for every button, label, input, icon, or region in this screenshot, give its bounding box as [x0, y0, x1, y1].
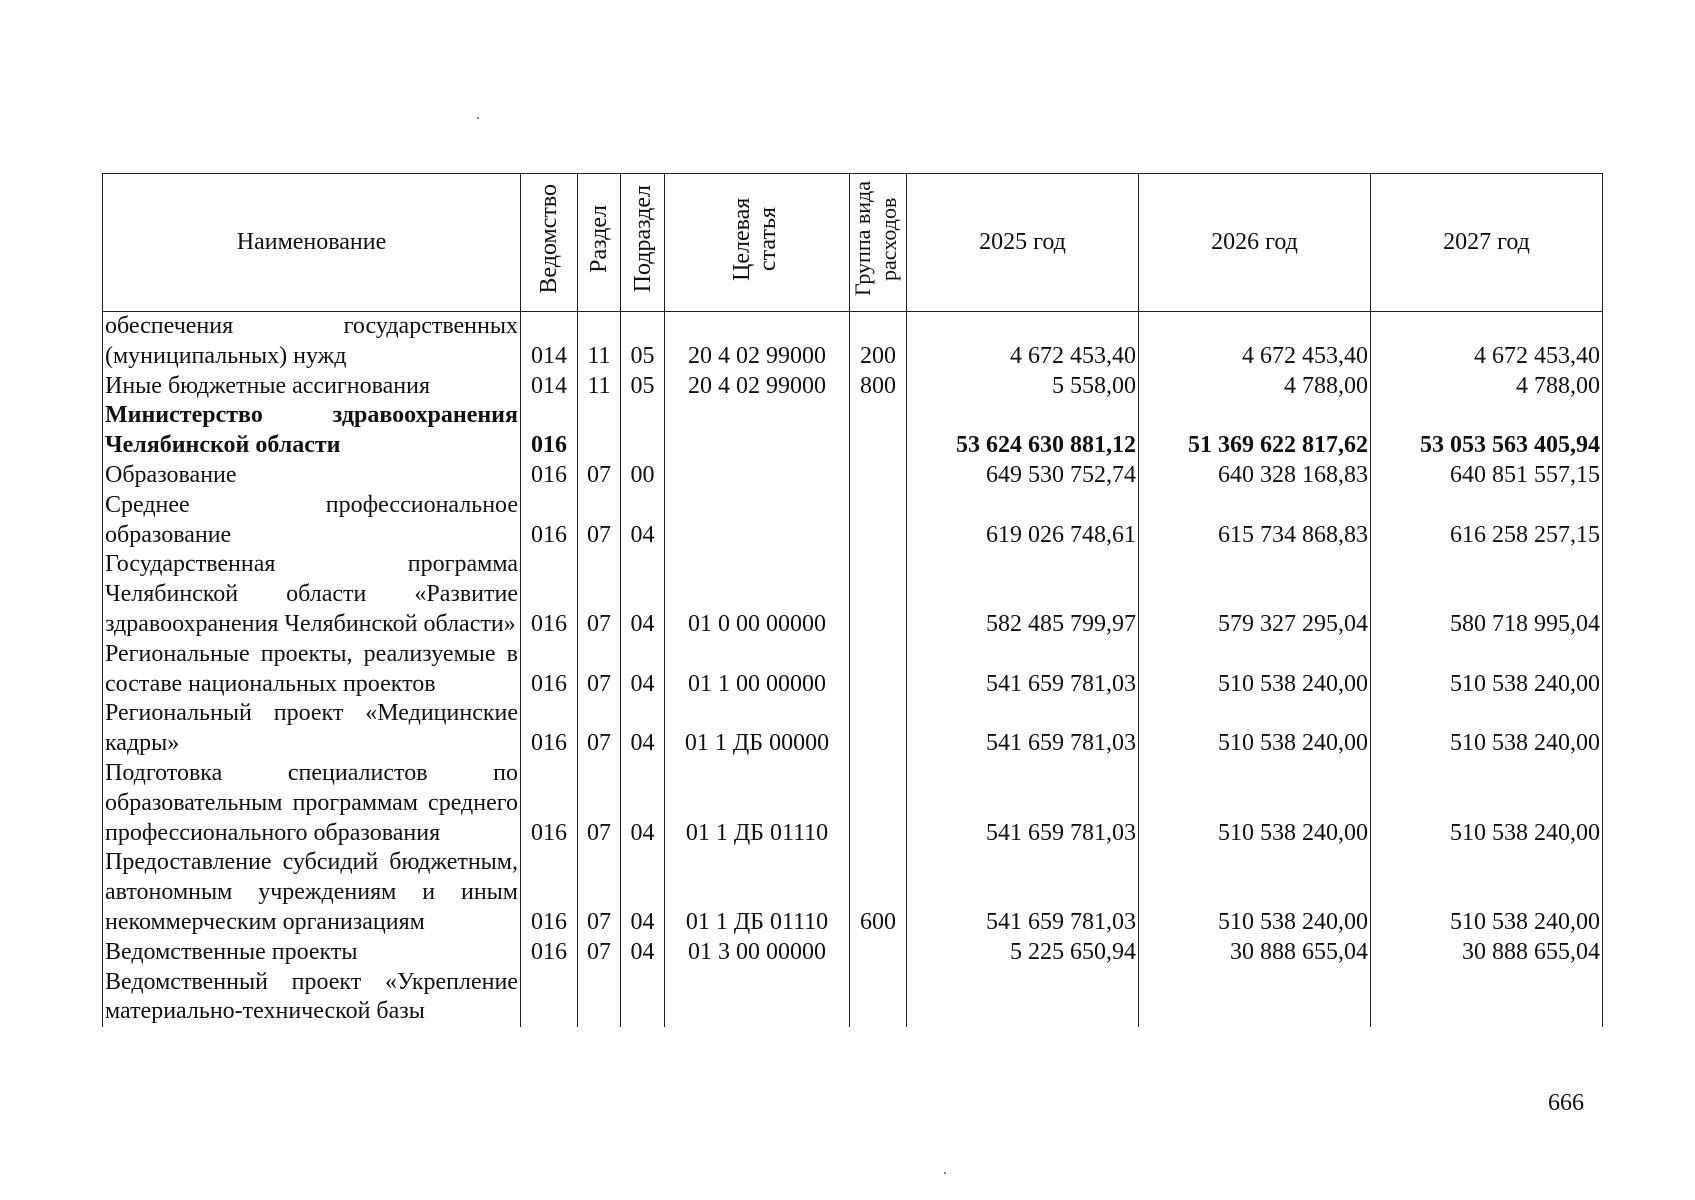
row-gruppa	[850, 640, 907, 700]
row-gruppa: 800	[850, 372, 907, 402]
header-2025: 2025 год	[907, 174, 1139, 312]
row-celevaya: 01 1 00 00000	[665, 640, 850, 700]
table-row	[103, 759, 1603, 848]
row-2026: 579 327 295,04	[1139, 550, 1371, 639]
row-name: обеспечения государственных (муниципальных) нужд	[103, 312, 521, 372]
budget-table	[102, 173, 1603, 1027]
row-2025: 4 672 453,40	[907, 312, 1139, 372]
scan-speck	[944, 1172, 946, 1174]
row-podrazdel: 05	[621, 312, 665, 372]
row-name: Предоставление субсидий бюджетным, автономным учреждениям и иным некоммерческим организациям	[103, 848, 521, 937]
row-vedomstvo: 014	[521, 372, 578, 402]
row-podrazdel	[621, 968, 665, 1028]
row-celevaya	[665, 401, 850, 461]
row-razdel: 07	[578, 640, 621, 700]
row-gruppa	[850, 699, 907, 759]
row-podrazdel: 04	[621, 699, 665, 759]
row-celevaya: 01 3 00 00000	[665, 938, 850, 968]
header-name: Наименование	[103, 174, 521, 312]
header-podrazdel: Подраздел	[621, 174, 665, 312]
row-razdel: 07	[578, 759, 621, 848]
row-podrazdel: 04	[621, 550, 665, 639]
row-name: Образование	[103, 461, 521, 491]
row-2027: 510 538 240,00	[1371, 848, 1603, 937]
row-2026: 510 538 240,00	[1139, 640, 1371, 700]
table-row	[103, 312, 1603, 372]
row-podrazdel: 04	[621, 848, 665, 937]
row-2025: 649 530 752,74	[907, 461, 1139, 491]
row-gruppa	[850, 968, 907, 1028]
row-2025: 619 026 748,61	[907, 491, 1139, 551]
row-2027: 53 053 563 405,94	[1371, 401, 1603, 461]
row-vedomstvo: 016	[521, 401, 578, 461]
header-2027: 2027 год	[1371, 174, 1603, 312]
row-vedomstvo: 014	[521, 312, 578, 372]
row-celevaya	[665, 491, 850, 551]
header-celevaya: Целевая статья	[665, 174, 850, 312]
row-razdel: 07	[578, 938, 621, 968]
row-2025	[907, 968, 1139, 1028]
table-row	[103, 968, 1603, 1028]
row-celevaya	[665, 968, 850, 1028]
row-razdel: 07	[578, 491, 621, 551]
row-vedomstvo: 016	[521, 759, 578, 848]
row-razdel	[578, 968, 621, 1028]
row-2027: 4 788,00	[1371, 372, 1603, 402]
row-name: Ведомственный проект «Укрепление материально-технической базы	[103, 968, 521, 1028]
row-celevaya: 01 1 ДБ 01110	[665, 759, 850, 848]
row-razdel: 11	[578, 372, 621, 402]
header-2026: 2026 год	[1139, 174, 1371, 312]
row-gruppa	[850, 550, 907, 639]
row-2025: 5 558,00	[907, 372, 1139, 402]
row-razdel: 07	[578, 699, 621, 759]
row-2026: 4 788,00	[1139, 372, 1371, 402]
row-name: Ведомственные проекты	[103, 938, 521, 968]
row-2027: 510 538 240,00	[1371, 640, 1603, 700]
row-gruppa	[850, 401, 907, 461]
row-gruppa	[850, 491, 907, 551]
row-razdel: 07	[578, 848, 621, 937]
row-2026: 615 734 868,83	[1139, 491, 1371, 551]
row-razdel: 11	[578, 312, 621, 372]
row-vedomstvo: 016	[521, 699, 578, 759]
row-celevaya: 01 1 ДБ 01110	[665, 848, 850, 937]
row-razdel	[578, 401, 621, 461]
row-celevaya: 01 0 00 00000	[665, 550, 850, 639]
row-celevaya: 01 1 ДБ 00000	[665, 699, 850, 759]
row-2026: 30 888 655,04	[1139, 938, 1371, 968]
table-row	[103, 640, 1603, 700]
row-podrazdel: 04	[621, 759, 665, 848]
row-podrazdel: 04	[621, 938, 665, 968]
row-podrazdel: 04	[621, 640, 665, 700]
row-2025: 541 659 781,03	[907, 759, 1139, 848]
table-row	[103, 461, 1603, 491]
row-gruppa	[850, 759, 907, 848]
table-row	[103, 491, 1603, 551]
row-vedomstvo: 016	[521, 848, 578, 937]
row-vedomstvo: 016	[521, 461, 578, 491]
row-2025: 53 624 630 881,12	[907, 401, 1139, 461]
row-razdel: 07	[578, 550, 621, 639]
row-2025: 541 659 781,03	[907, 640, 1139, 700]
table-row	[103, 401, 1603, 461]
row-podrazdel: 00	[621, 461, 665, 491]
row-2026: 510 538 240,00	[1139, 848, 1371, 937]
row-gruppa: 600	[850, 848, 907, 937]
row-2025: 541 659 781,03	[907, 699, 1139, 759]
row-vedomstvo	[521, 968, 578, 1028]
row-gruppa	[850, 938, 907, 968]
header-vedomstvo: Ведомство	[521, 174, 578, 312]
row-celevaya: 20 4 02 99000	[665, 312, 850, 372]
row-podrazdel: 05	[621, 372, 665, 402]
row-2027: 616 258 257,15	[1371, 491, 1603, 551]
scan-speck	[477, 117, 479, 119]
row-name: Министерство здравоохранения Челябинской области	[103, 401, 521, 461]
table-row	[103, 699, 1603, 759]
row-2027: 580 718 995,04	[1371, 550, 1603, 639]
row-2025: 541 659 781,03	[907, 848, 1139, 937]
row-name: Иные бюджетные ассигнования	[103, 372, 521, 402]
row-2026: 510 538 240,00	[1139, 699, 1371, 759]
table-row	[103, 550, 1603, 639]
row-2027: 4 672 453,40	[1371, 312, 1603, 372]
row-2026: 51 369 622 817,62	[1139, 401, 1371, 461]
header-gruppa: Группа вида расходов	[850, 174, 907, 312]
header-razdel: Раздел	[578, 174, 621, 312]
row-gruppa: 200	[850, 312, 907, 372]
page-number: 666	[1548, 1090, 1584, 1116]
table-row	[103, 938, 1603, 968]
row-vedomstvo: 016	[521, 550, 578, 639]
header-row	[103, 174, 1603, 312]
row-celevaya	[665, 461, 850, 491]
row-vedomstvo: 016	[521, 938, 578, 968]
row-2027: 510 538 240,00	[1371, 759, 1603, 848]
row-name: Государственная программа Челябинской области «Развитие здравоохранения Челябинской области»	[103, 550, 521, 639]
row-vedomstvo: 016	[521, 640, 578, 700]
row-name: Среднее профессиональное образование	[103, 491, 521, 551]
row-2027: 640 851 557,15	[1371, 461, 1603, 491]
row-2025: 582 485 799,97	[907, 550, 1139, 639]
row-gruppa	[850, 461, 907, 491]
row-2026	[1139, 968, 1371, 1028]
row-podrazdel	[621, 401, 665, 461]
row-2026: 510 538 240,00	[1139, 759, 1371, 848]
row-vedomstvo: 016	[521, 491, 578, 551]
row-celevaya: 20 4 02 99000	[665, 372, 850, 402]
row-2025: 5 225 650,94	[907, 938, 1139, 968]
row-2026: 640 328 168,83	[1139, 461, 1371, 491]
row-name: Региональный проект «Медицинские кадры»	[103, 699, 521, 759]
row-2026: 4 672 453,40	[1139, 312, 1371, 372]
row-2027	[1371, 968, 1603, 1028]
row-name: Подготовка специалистов по образовательным программам среднего профессионального образования	[103, 759, 521, 848]
row-podrazdel: 04	[621, 491, 665, 551]
row-2027: 510 538 240,00	[1371, 699, 1603, 759]
table-row	[103, 372, 1603, 402]
table-row	[103, 848, 1603, 937]
row-name: Региональные проекты, реализуемые в составе национальных проектов	[103, 640, 521, 700]
row-2027: 30 888 655,04	[1371, 938, 1603, 968]
row-razdel: 07	[578, 461, 621, 491]
